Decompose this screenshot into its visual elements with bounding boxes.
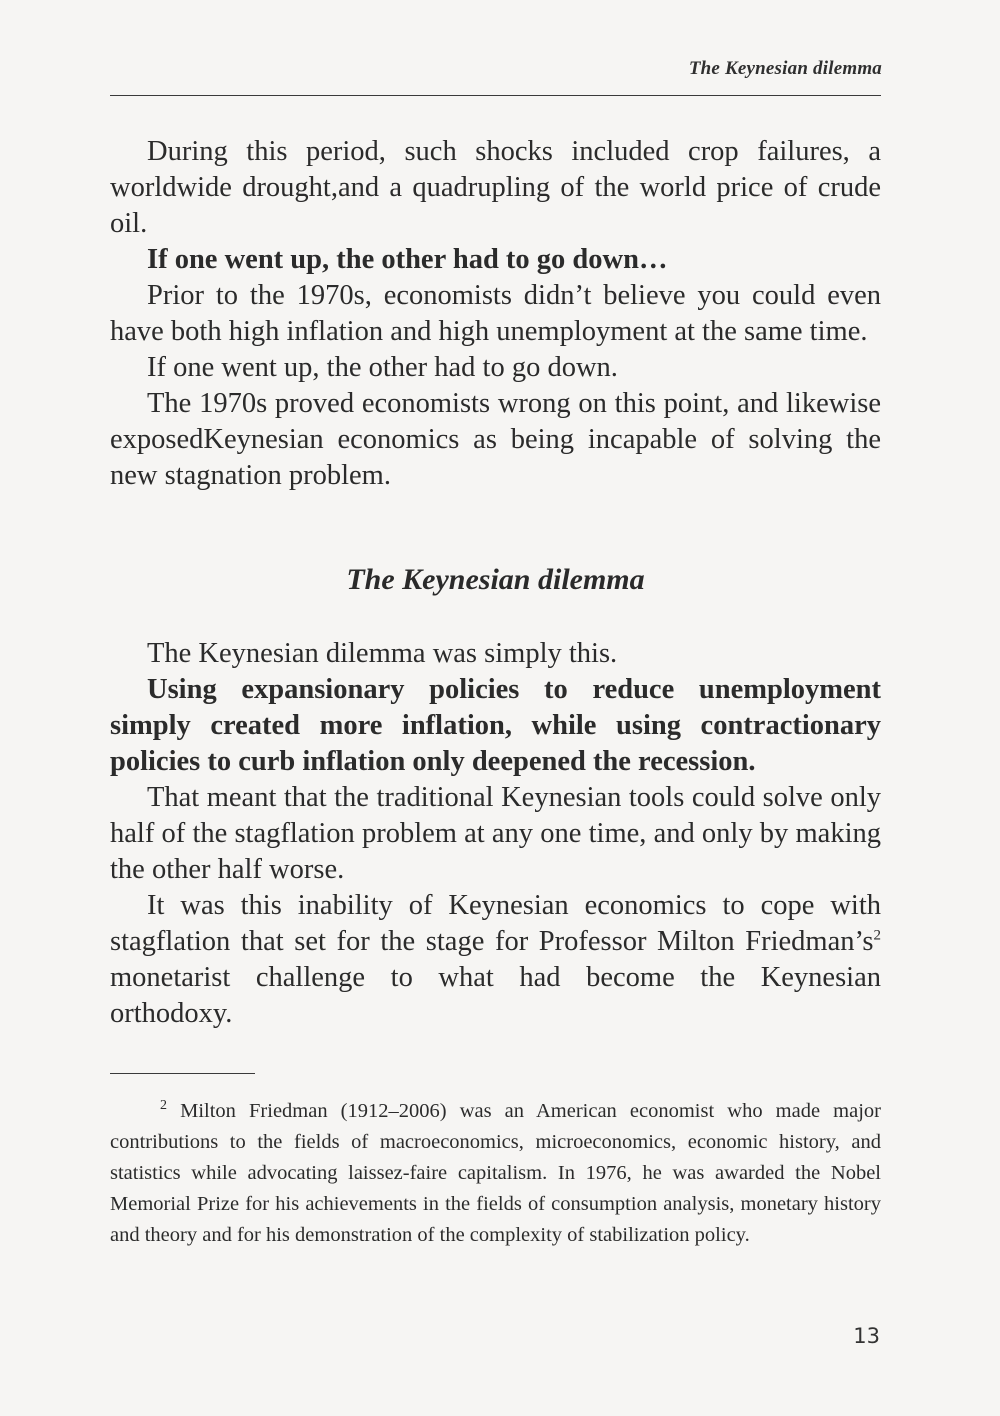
- paragraph: Prior to the 1970s, economists didn’t believe you could even have both high inflation and high unemployment at the same time.: [110, 280, 881, 347]
- paragraph-text-end: monetarist challenge to what had become the Keynesian orthodoxy.: [110, 962, 881, 1029]
- running-head: The Keynesian dilemma: [688, 58, 882, 79]
- page-number: 13: [853, 1324, 880, 1348]
- bold-paragraph: Using expansionary policies to reduce unemployment simply created more inflation, while using contractionary policies to curb inflation only deepened the recession.: [110, 674, 881, 777]
- footnote-reference[interactable]: 2: [873, 927, 881, 944]
- top-text-block: [110, 134, 881, 494]
- paragraph: During this period, such shocks included crop failures, a worldwide drought,and a quadrupling of the world price of crude oil.: [110, 136, 881, 239]
- paragraph-with-footnote-ref: [110, 888, 881, 1032]
- footnote: [110, 1096, 881, 1251]
- paragraph: That meant that the traditional Keynesian tools could solve only half of the stagflation problem at any one time, and only by making the other half worse.: [110, 782, 881, 885]
- footnote-text: Milton Friedman (1912–2006) was an American economist who made major contributions to the fields of macroeconomics, microeconomics, economic history, and statistics while advocating laissez-faire capitalism. In 1976, he was awarded the Nobel Memorial Prize for his achievements in the fields of consumption analysis, monetary history and theory and for his demonstration of the complexity of stabilization policy.: [110, 1100, 881, 1246]
- footnote-marker: 2: [160, 1098, 167, 1114]
- paragraph-text-start: It was this inability of Keynesian economics to cope with stagflation that set for the stage for Professor Milton Friedman’s: [110, 890, 881, 957]
- bold-paragraph: If one went up, the other had to go down…: [147, 244, 668, 275]
- header-rule: [110, 95, 881, 96]
- section-text-block: [110, 636, 881, 1032]
- paragraph: The Keynesian dilemma was simply this.: [147, 638, 618, 669]
- paragraph: The 1970s proved economists wrong on this point, and likewise exposedKeynesian economics as being incapable of solving the new stagnation problem.: [110, 388, 881, 491]
- section-title: The Keynesian dilemma: [346, 563, 645, 596]
- footnote-rule: [110, 1073, 255, 1074]
- paragraph: If one went up, the other had to go down.: [147, 352, 618, 383]
